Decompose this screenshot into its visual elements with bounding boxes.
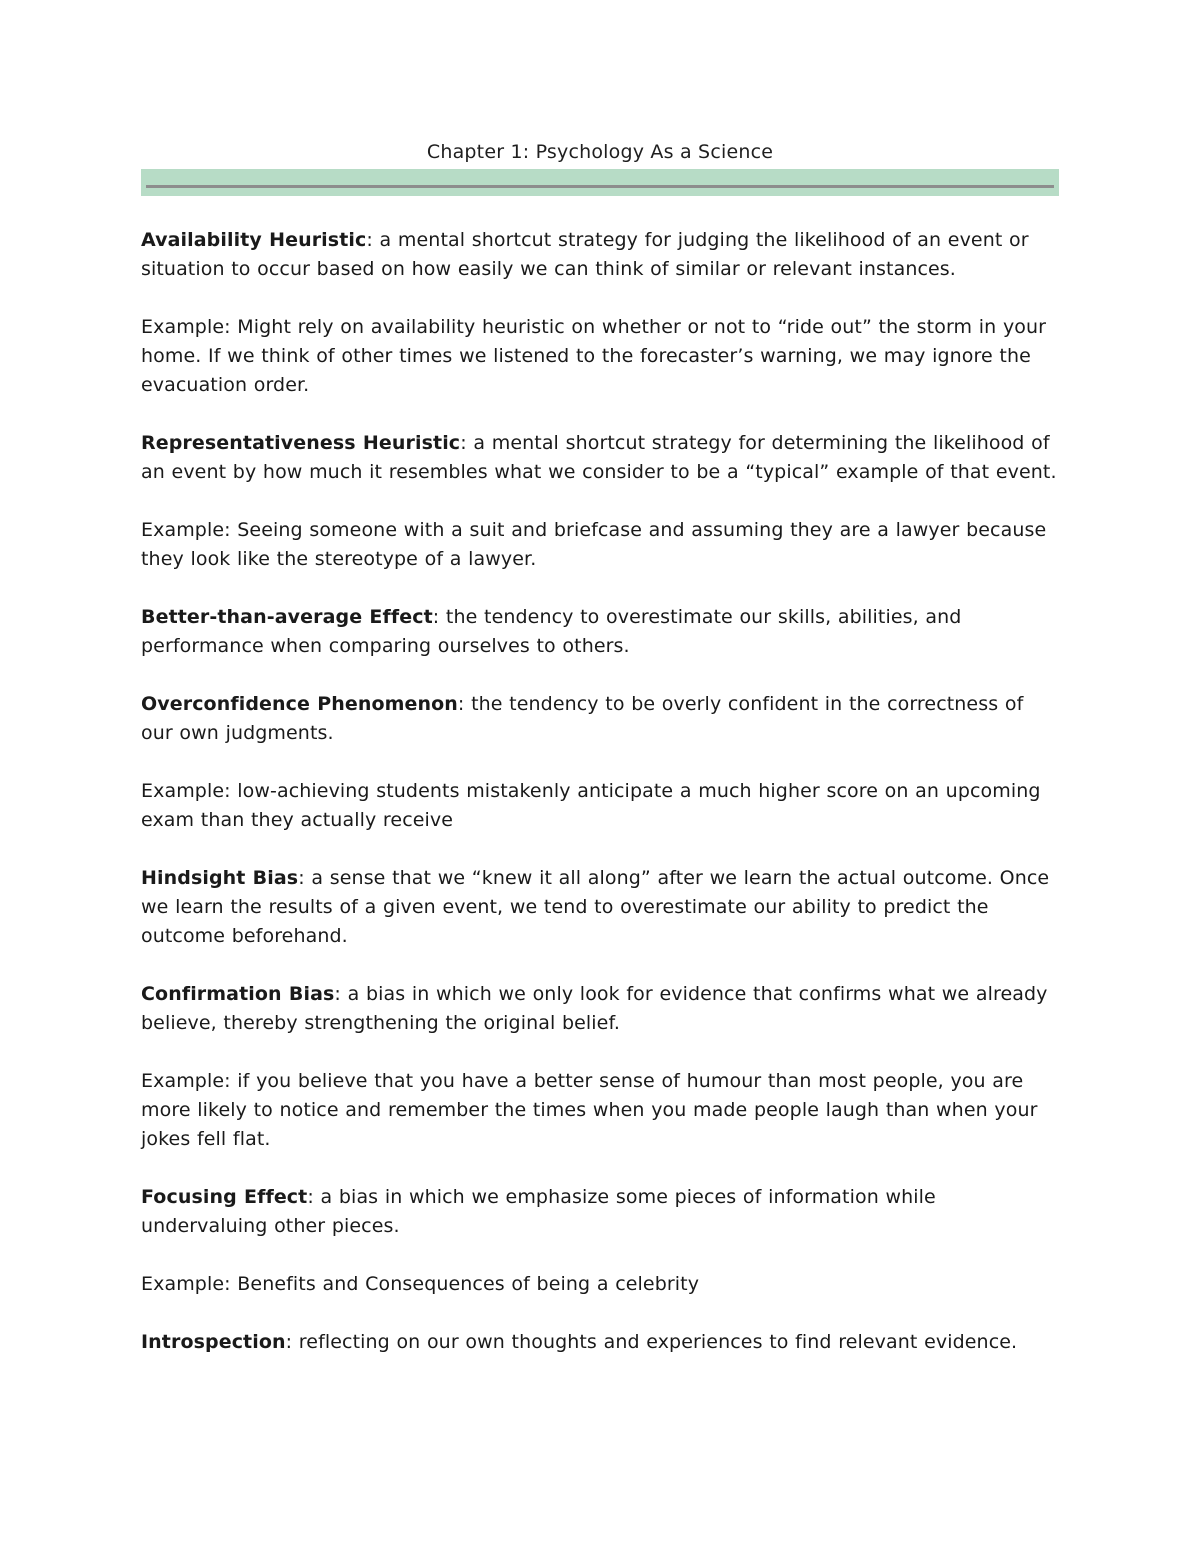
title-rule bbox=[146, 185, 1054, 188]
term: Representativeness Heuristic bbox=[141, 432, 461, 454]
definition-text: the tendency to overestimate our skills, abilities, and performance when comparing ourselves to others. bbox=[141, 606, 962, 657]
definition-text: reflecting on our own thoughts and experiences to find relevant evidence. bbox=[298, 1331, 1018, 1353]
definition-introspection bbox=[141, 1328, 1059, 1357]
example-text: Example: Seeing someone with a suit and briefcase and assuming they are a lawyer because they look like the stereotype of a lawyer. bbox=[141, 519, 1047, 570]
example-text: Example: if you believe that you have a better sense of humour than most people, you are more likely to notice and remember the times when you made people laugh than when your jokes fell flat. bbox=[141, 1070, 1038, 1150]
term-separator: : bbox=[285, 1331, 299, 1353]
definition-text: the tendency to be overly confident in the correctness of our own judgments. bbox=[141, 693, 1024, 744]
example-text: Example: Might rely on availability heuristic on whether or not to “ride out” the storm in your home. If we think of other times we listened to the forecaster’s warning, we may ignore the evacuation order. bbox=[141, 316, 1047, 396]
term-separator: : bbox=[307, 1186, 321, 1208]
example-representativeness-heuristic bbox=[141, 516, 1059, 574]
example-confirmation-bias bbox=[141, 1067, 1059, 1154]
definition-text: a sense that we “knew it all along” after we learn the actual outcome. Once we learn the results of a given event, we tend to overestimate our ability to predict the outcome beforehand. bbox=[141, 867, 1050, 947]
term-separator: : bbox=[366, 229, 380, 251]
example-focusing-effect bbox=[141, 1270, 1059, 1299]
term: Focusing Effect bbox=[141, 1186, 308, 1208]
definition-text: a mental shortcut strategy for determining the likelihood of an event by how much it resembles what we consider to be a “typical” example of that event. bbox=[141, 432, 1057, 483]
example-text: Example: Benefits and Consequences of being a celebrity bbox=[141, 1273, 700, 1295]
term: Introspection bbox=[141, 1331, 286, 1353]
page-title: Chapter 1: Psychology As a Science bbox=[426, 141, 774, 163]
definition-text: a bias in which we emphasize some pieces of information while undervaluing other pieces. bbox=[141, 1186, 936, 1237]
term: Better-than-average Effect bbox=[141, 606, 433, 628]
definition-overconfidence-phenomenon bbox=[141, 690, 1059, 748]
term: Overconfidence Phenomenon bbox=[141, 693, 458, 715]
glossary-content bbox=[141, 226, 1059, 1386]
definition-text: a mental shortcut strategy for judging the likelihood of an event or situation to occur based on how easily we can think of similar or relevant instances. bbox=[141, 229, 1029, 280]
definition-availability-heuristic bbox=[141, 226, 1059, 284]
term-separator: : bbox=[460, 432, 474, 454]
definition-better-than-average-effect bbox=[141, 603, 1059, 661]
example-overconfidence-phenomenon bbox=[141, 777, 1059, 835]
example-text: Example: low-achieving students mistakenly anticipate a much higher score on an upcoming exam than they actually receive bbox=[141, 780, 1041, 831]
term: Confirmation Bias bbox=[141, 983, 335, 1005]
definition-confirmation-bias bbox=[141, 980, 1059, 1038]
term-separator: : bbox=[432, 606, 446, 628]
term-separator: : bbox=[457, 693, 472, 715]
definition-hindsight-bias bbox=[141, 864, 1059, 951]
definition-text: a bias in which we only look for evidence that confirms what we already believe, thereby strengthening the original belief. bbox=[141, 983, 1048, 1034]
term-separator: : bbox=[334, 983, 348, 1005]
definition-representativeness-heuristic bbox=[141, 429, 1059, 487]
term-separator: : bbox=[298, 867, 312, 889]
term: Availability Heuristic bbox=[141, 229, 367, 251]
title-underline-bar bbox=[141, 169, 1059, 196]
term: Hindsight Bias bbox=[141, 867, 299, 889]
example-availability-heuristic bbox=[141, 313, 1059, 400]
definition-focusing-effect bbox=[141, 1183, 1059, 1241]
